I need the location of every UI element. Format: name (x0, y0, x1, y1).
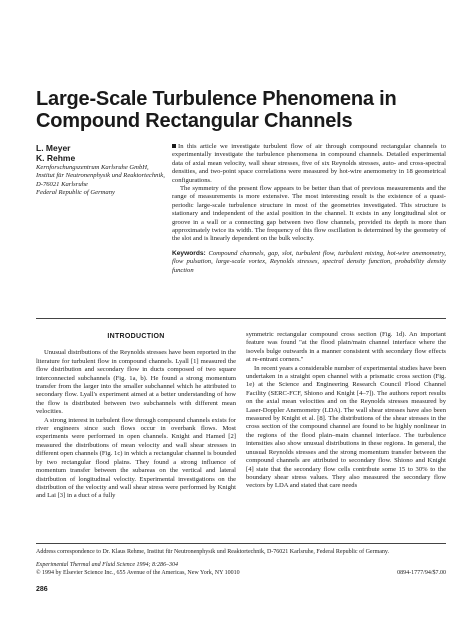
affiliation-line: D-76021 Karlsruhe (36, 180, 88, 188)
affiliation-line: Institut für Neutronenphysik und Reaktortechnik, (36, 172, 165, 180)
section-heading: INTRODUCTION (107, 333, 165, 340)
body-column-right (246, 331, 446, 491)
abstract-paragraph: The symmetry of the present flow appears to be better than that of previous measurements and the range of measurements is more extensive. The most interesting result is the existence of a quasi-periodic large-scale turbulence structure in most of the geometries investigated. This structure is stationary and independent of the axial position in the channel. It exists in any longitudinal slot or groove in a wall or a connecting gap between two flow channels, provided its depth is more than approximately twice its width. The frequency of this flow oscillation is determined by the geometry of the slot and is linearly dependent on the bulk velocity. (172, 185, 446, 243)
author-name: L. Meyer (36, 143, 71, 153)
title-line-1: Large-Scale Turbulence Phenomena in (36, 88, 397, 110)
keywords-label: Keywords: (172, 249, 206, 257)
header-divider (36, 318, 446, 319)
keywords (172, 250, 446, 275)
abstract-paragraph (172, 143, 446, 185)
copyright-notice: © 1994 by Elsevier Science Inc., 655 Avenue of the Americas, New York, NY 10010 (36, 570, 240, 576)
title-line-2: Compound Rectangular Channels (36, 110, 353, 132)
author-name: K. Rehme (36, 153, 76, 163)
abstract (172, 143, 446, 275)
issn-code: 0894-1777/94/$7.00 (397, 570, 446, 576)
footer-divider (36, 543, 446, 544)
abstract-paragraph-text: In this article we investigate turbulent flow of air through compound rectangular channels to experimentally investigate the turbulence phenomena in compound channels. Detailed experimental data of axial mean velocity, wall shear stresses, five of six Reynolds stresses, auto- and cross-spectral densities, and two-point space correlations were measured by hot-wire anemometry in 18 geometrical configurations. (172, 143, 446, 184)
body-paragraph: Unusual distributions of the Reynolds stresses have been reported in the literature for turbulent flow in compound channels. Lyall [1] measured the flow distribution and secondary flow in ducts composed of two square interconnected subchannels (Fig. 1a, b). He found a strong momentum transfer from the larger into the smaller subchannel which he attributed to secondary flow. Lyall's experiment aimed at a better understanding of how the flow is distributed between two subchannels with different mean velocities. (36, 349, 236, 416)
copyright-row (36, 569, 446, 577)
article-title (36, 88, 446, 132)
author-block (36, 143, 165, 198)
journal-citation: Experimental Thermal and Fluid Science 1994; 8:286–304 (36, 562, 178, 568)
affiliation-line: Federal Republic of Germany (36, 189, 115, 197)
body-column-left (36, 331, 236, 501)
footer (36, 548, 446, 577)
correspondence-address: Address correspondence to Dr. Klaus Rehme, Institut für Neutronenphysik und Reaktortechnik, D-76021 Karlsruhe, Federal Republic of Germany. (36, 549, 390, 555)
page-number: 286 (36, 586, 48, 593)
keywords-text: Compound channels, gap, slot, turbulent flow, turbulent mixing, hot-wire anemometry, flow pulsation, large-scale vortex, Reynolds stresses, spectral density function, probability density function (172, 249, 446, 274)
body-paragraph: symmetric rectangular compound cross section (Fig. 1d). An important feature was found "at the flood plain/main channel interface where the isovels bulge outwards in a manner consistent with secondary flow effects at re-entrant corners." (246, 331, 446, 364)
body-paragraph: A strong interest in turbulent flow through compound channels exists for river engineers since such flows occur in overbank flows. Most experiments were performed in open channels. Knight and Hamed [2] measured the distributions of mean velocity and wall shear stresses in different open channels (Fig. 1c) in which a rectangular channel is bounded by two rectangular flood plains. They found a strong influence of momentum transfer between the subareas on the vertical and lateral distribution of longitudinal velocity. Experimental investigations on the distribution of the velocity and wall shear stress were performed by Knight and Lai [3] in a duct of a fully (36, 416, 236, 500)
affiliation-line: Kernforschungszentrum Karlsruhe GmbH, (36, 164, 149, 171)
section-marker-square-icon (172, 144, 176, 148)
body-paragraph: In recent years a considerable number of experimental studies have been undertaken in a straight open channel with a prismatic cross section (Fig. 1e) at the Science and Engineering Research Council Flood Channel Facility (SERC-FCF, Shiono and Knight [4–7]). The authors report results on the axial mean velocities and on the Reynolds stresses measured by Laser-Doppler Anemometry (LDA). The wall shear stresses have also been measured by Knight et al. [8]. The distributions of the shear stresses in the cross section of the compound channel are found to be highly nonlinear in the regions of the flood plain–main channel interface. The turbulence intensities also show unusual distributions in these regions. In general, the unusual Reynolds stresses and the strong momentum transfer between the compound channels are attributed to secondary flow. Shiono and Knight [4] state that the secondary flow cells contribute some 15 to 30% to the boundary shear stress values. They also measured the secondary flow vectors by LDA and stated that care needs (246, 364, 446, 490)
author-affiliation (36, 164, 165, 198)
